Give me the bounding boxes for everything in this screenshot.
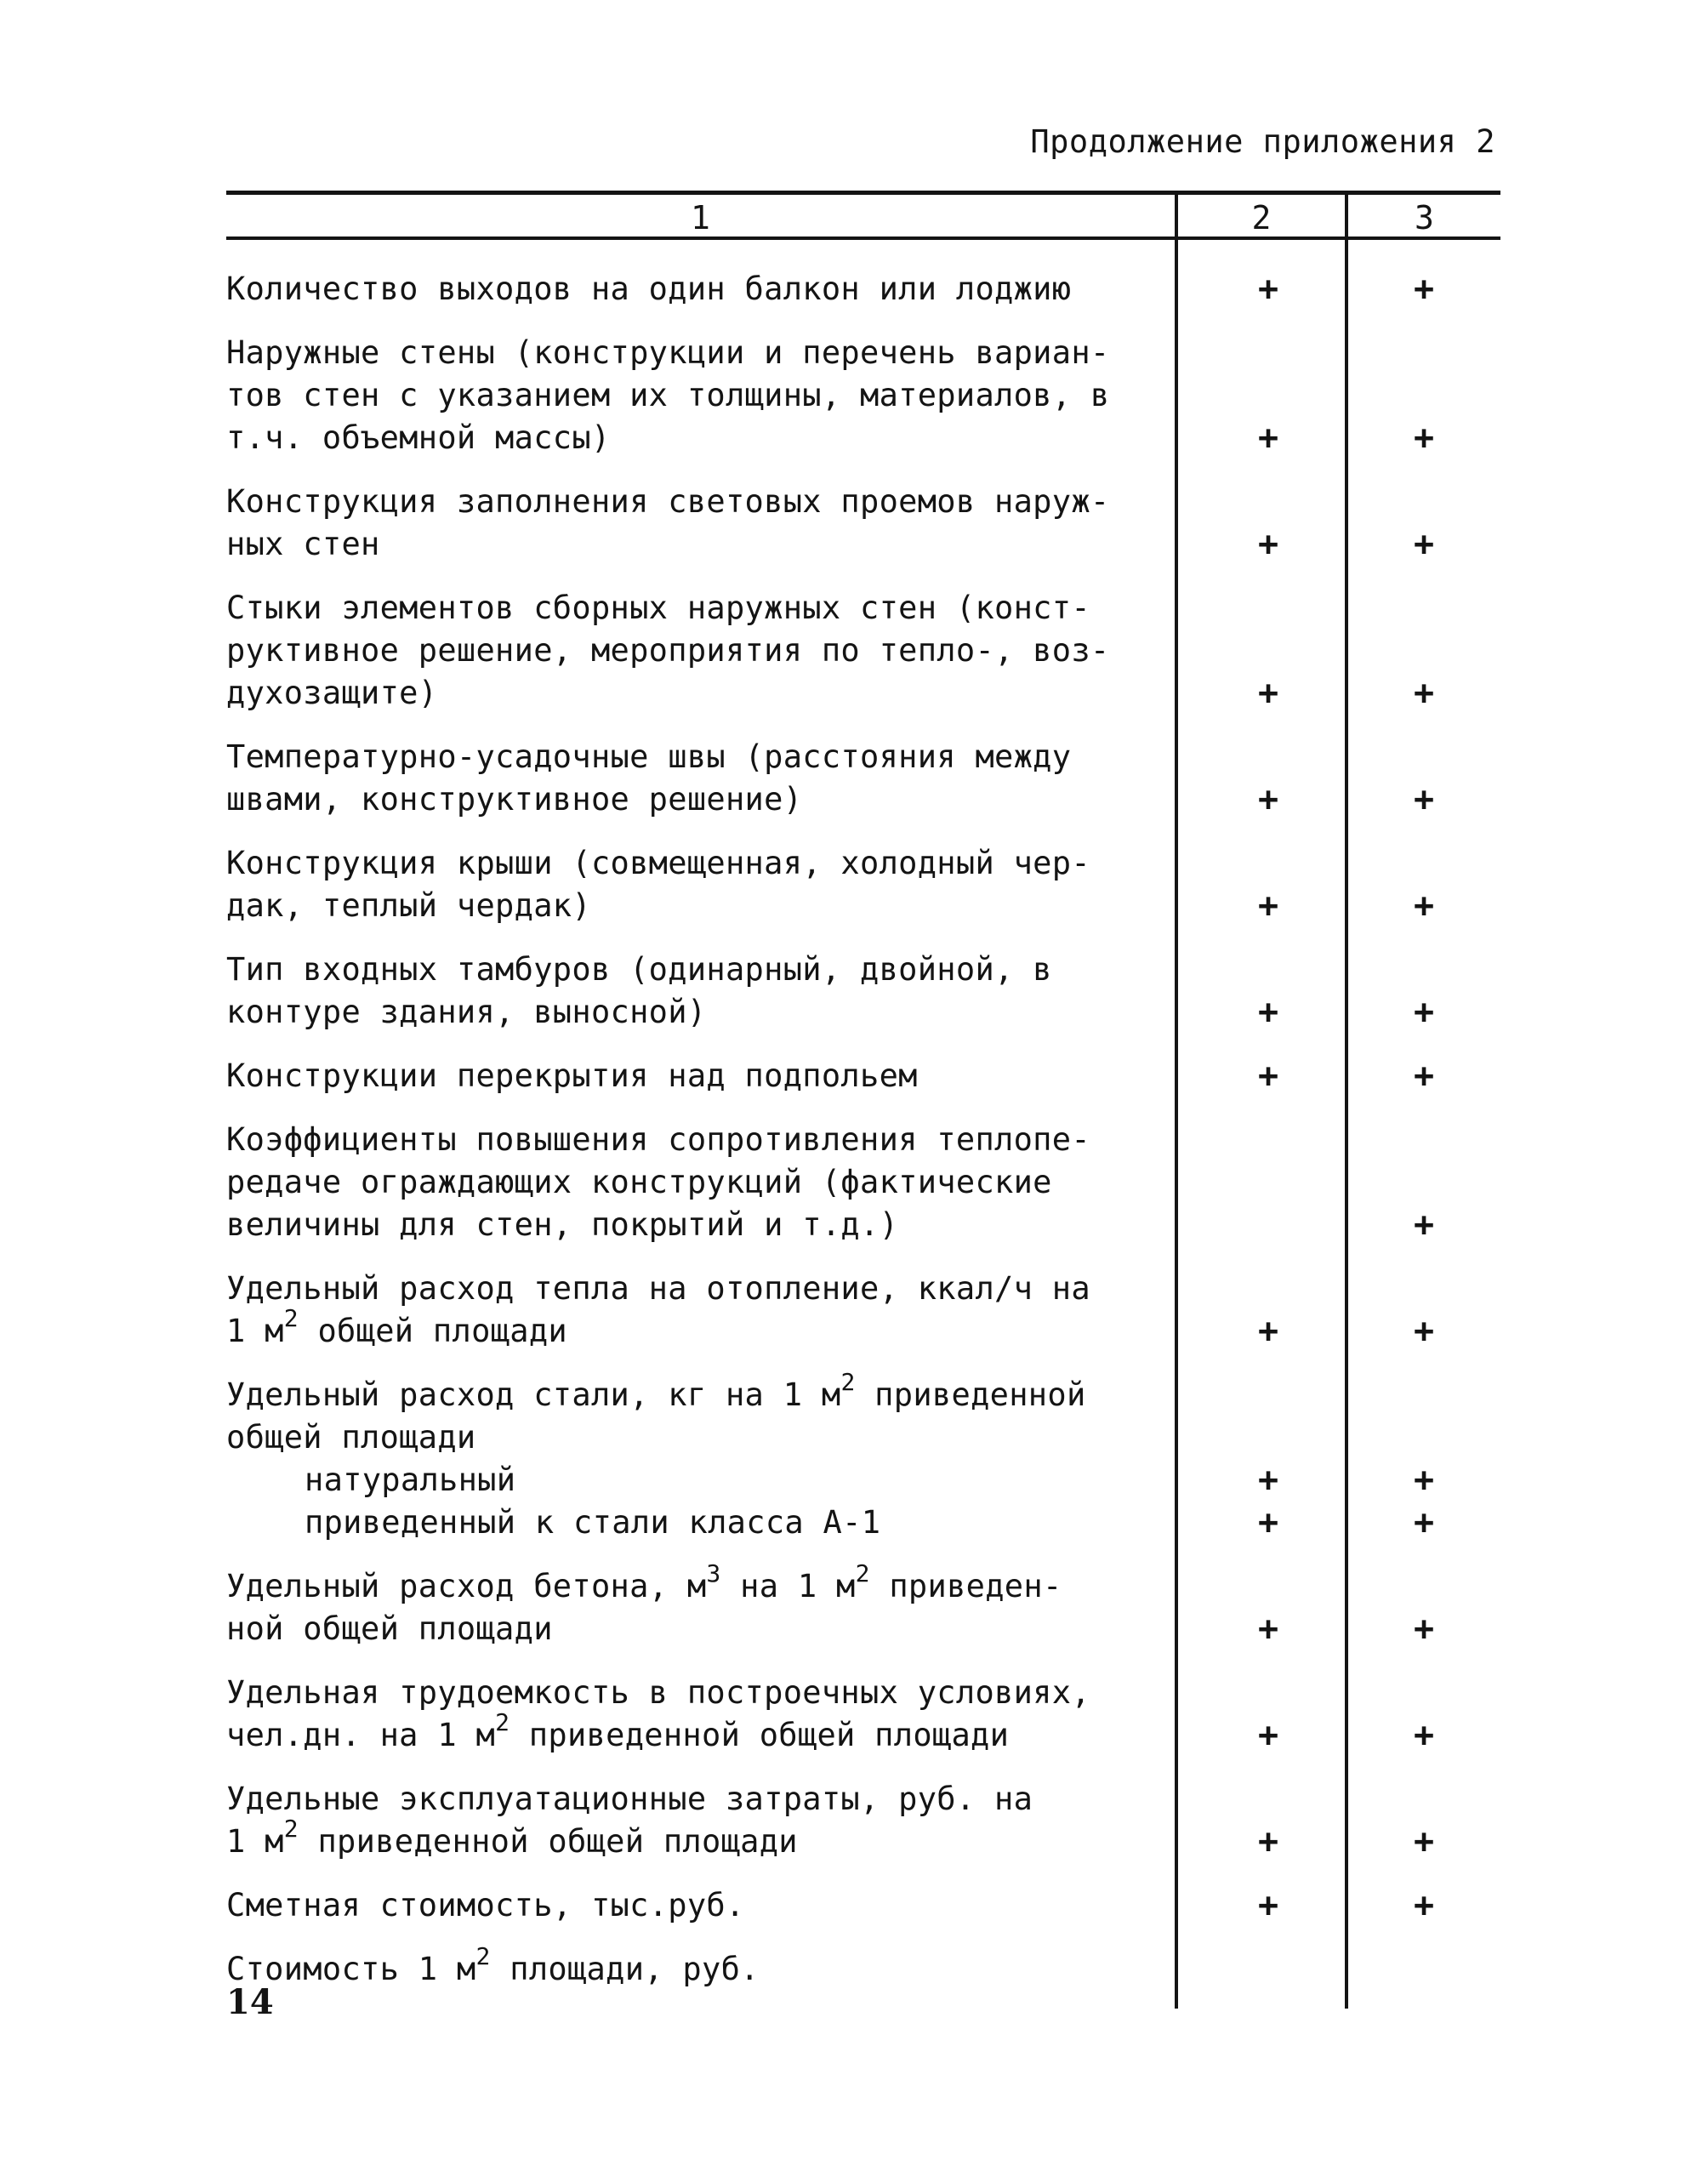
row-description: Конструкция крыши (совмещенная, холодный чер- дак, теплый чердак) — [226, 845, 1090, 924]
page-number: 14 — [226, 1982, 274, 2022]
mark-col2: + — [1257, 525, 1279, 564]
row-description: Количество выходов на один балкон или лоджию — [226, 271, 1072, 307]
mark-col3: + — [1413, 674, 1435, 713]
column-header-1: 1 — [691, 199, 710, 237]
mark-col3: + — [1413, 1503, 1435, 1542]
mark-col2: + — [1257, 270, 1279, 309]
mark-col2: + — [1257, 674, 1279, 713]
mark-col2: + — [1257, 1312, 1279, 1351]
mark-col3: + — [1413, 525, 1435, 564]
row-description: Удельный расход тепла на отопление, ккал/ч на 1 $м^2$ общей площади — [226, 1270, 1090, 1349]
mark-col2: + — [1257, 1822, 1279, 1861]
mark-col2: + — [1257, 1057, 1279, 1096]
column-divider-1 — [1175, 192, 1178, 2009]
mark-col2: + — [1257, 1503, 1279, 1542]
sub-item: приведенный к стали класса А-1 — [305, 1504, 881, 1541]
mark-col3: + — [1413, 1716, 1435, 1755]
mark-col3: + — [1413, 780, 1435, 819]
mark-col3: + — [1413, 886, 1435, 926]
page-header: Продолжение приложения 2 — [1030, 123, 1495, 160]
row-description: Удельная трудоемкость в построечных условиях, чел.дн. на 1 $м^2$ приведенной общей площади — [226, 1674, 1090, 1753]
row-description: Конструкции перекрытия над подпольем — [226, 1057, 918, 1094]
mark-col3: + — [1413, 1610, 1435, 1649]
mark-col2: + — [1257, 419, 1279, 458]
sub-item: натуральный — [305, 1462, 516, 1498]
row-description: Удельный расход стали, кг на 1 $м^2$ приведенной общей площади натуральный приведенный к стали класса А-1 — [226, 1374, 1162, 1544]
mark-col2: + — [1257, 780, 1279, 819]
mark-col3: + — [1413, 270, 1435, 309]
mark-col3: + — [1413, 419, 1435, 458]
row-description: Стоимость 1 $м^2$ площади, руб. — [226, 1942, 760, 1987]
row-description: Сметная стоимость, тыс.руб. — [226, 1887, 745, 1923]
mark-col3: + — [1413, 1057, 1435, 1096]
mark-col3: + — [1413, 993, 1435, 1032]
mark-col2: + — [1257, 1461, 1279, 1500]
column-header-2: 2 — [1251, 199, 1272, 237]
mark-col3: + — [1413, 1886, 1435, 1925]
row-description: Стыки элементов сборных наружных стен (конст- руктивное решение, мероприятия по тепло-, воз- духозащите) — [226, 590, 1110, 711]
row-description: Удельные эксплуатационные затраты, руб. на 1 $м^2$ приведенной общей площади — [226, 1781, 1033, 1860]
row-description: Температурно-усадочные швы (расстояния между швами, конструктивное решение) — [226, 738, 1072, 818]
column-header-3: 3 — [1415, 199, 1434, 237]
mark-col2: + — [1257, 1610, 1279, 1649]
mark-col3: + — [1413, 1205, 1435, 1245]
mark-col2: + — [1257, 1716, 1279, 1755]
row-description: Наружные стены (конструкции и перечень вариан- тов стен с указанием их толщины, материалов, в т.ч. объемной массы) — [226, 334, 1110, 456]
row-description: Конструкция заполнения световых проемов наруж- ных стен — [226, 483, 1110, 562]
row-description: Коэффициенты повышения сопротивления теплопе- редаче ограждающих конструкций (фактические величины для стен, покрытий и т.д.) — [226, 1121, 1090, 1243]
mark-col2: + — [1257, 993, 1279, 1032]
row-description: Удельный расход бетона, $м^3$ на 1 $м^2$ приведен- ной общей площади — [226, 1559, 1062, 1647]
table-header-rule — [226, 237, 1500, 240]
mark-col3: + — [1413, 1461, 1435, 1500]
mark-col3: + — [1413, 1312, 1435, 1351]
table-top-rule — [226, 191, 1500, 195]
mark-col2: + — [1257, 1886, 1279, 1925]
column-divider-2 — [1345, 192, 1348, 2009]
mark-col2: + — [1257, 886, 1279, 926]
row-description: Тип входных тамбуров (одинарный, двойной, в контуре здания, выносной) — [226, 951, 1052, 1030]
mark-col3: + — [1413, 1822, 1435, 1861]
